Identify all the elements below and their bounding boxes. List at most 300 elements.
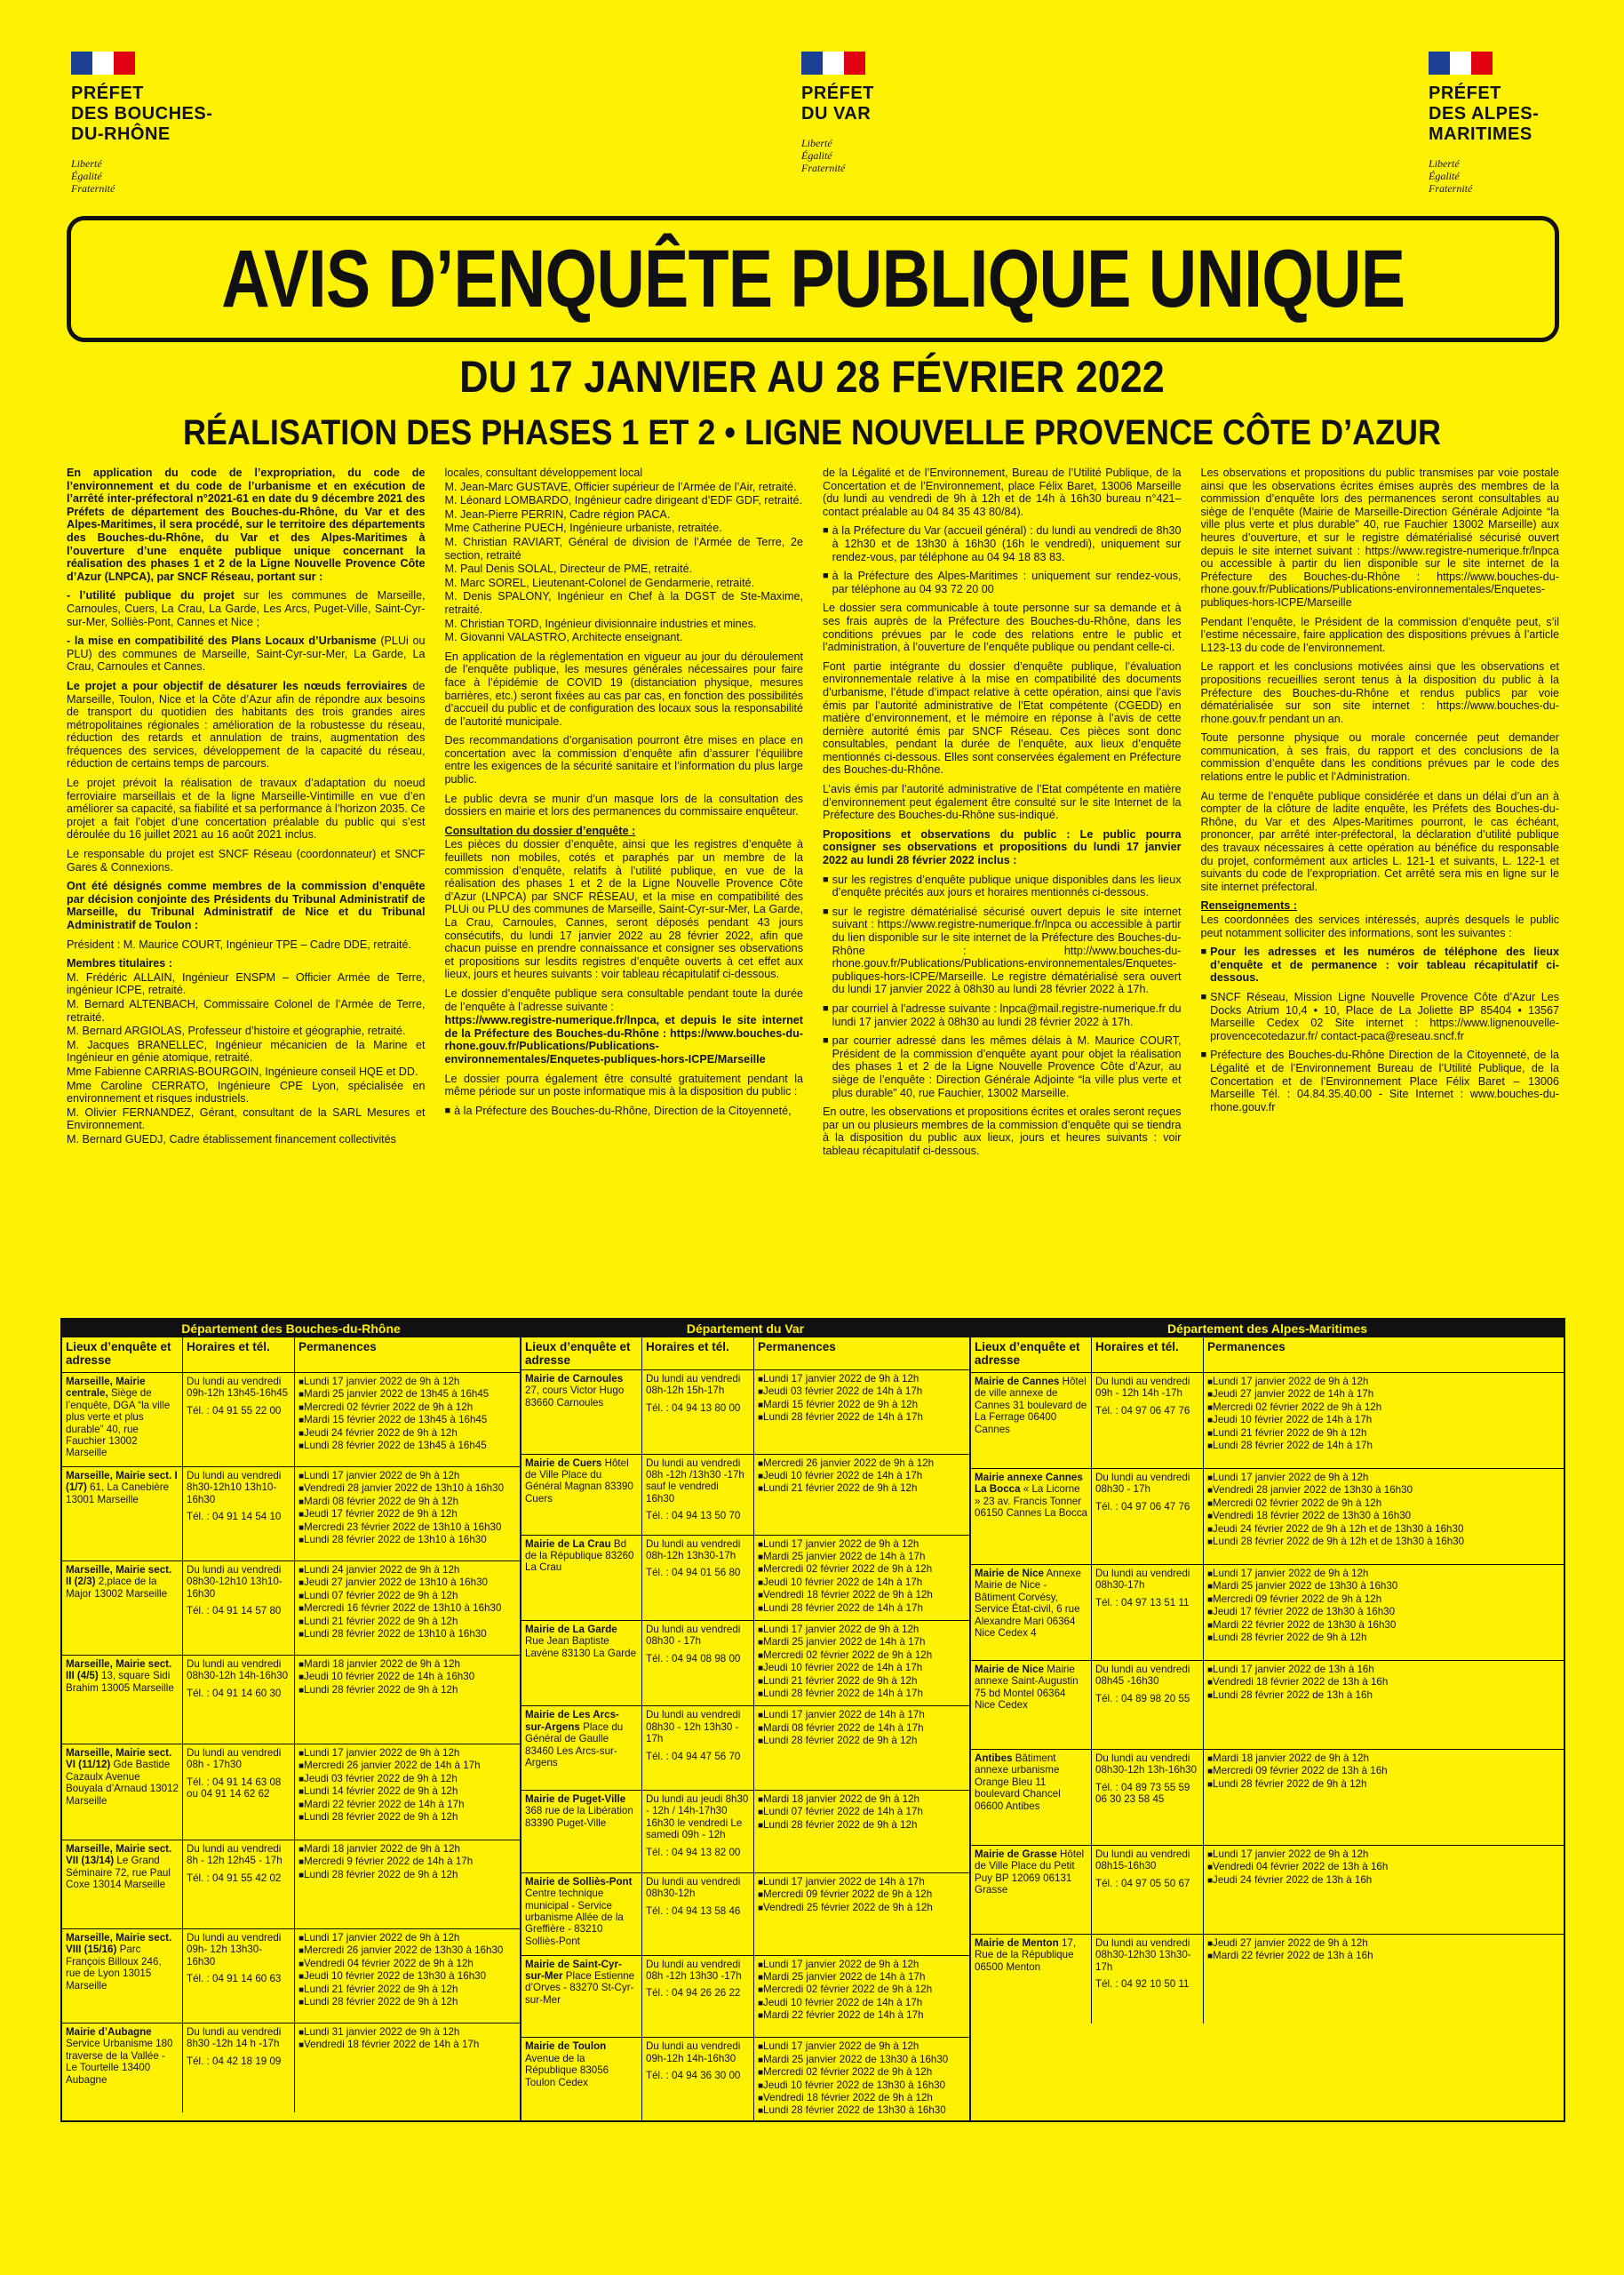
paragraph: En application de la réglementation en vigueur au jour du déroulement de l’enquête publique, les mesures générales nécessaires pour faire face à l’épidémie de COVID 19 (distanciation physique, mesures barrières, etc.) seront fixées au cas par cas, en fonction des possibilités d’accueil du public et de configuration des locaux sous la responsabilité de l’autorité municipale. [444, 650, 803, 728]
location-cell [521, 1791, 642, 1872]
phone-number: Tél. : 04 97 13 51 11 [1095, 1596, 1190, 1608]
text-column-4 [1201, 467, 1560, 1297]
location-cell [521, 1621, 642, 1705]
col-header-lieux: Lieux d’enquête et adresse [971, 1337, 1092, 1372]
permanence-item: ■ Lundi 21 février 2022 de 9h à 12h [299, 1616, 516, 1628]
member: M. Frédéric ALLAIN, Ingénieur ENSPM – Officier Armée de Terre, ingénieur ICPE, retraité. [67, 970, 426, 997]
permanence-item: ■ Vendredi 18 février 2022 de 14h à 17h [299, 2039, 516, 2051]
opening-hours: Du lundi au vendredi 08h15-16h30 [1095, 1848, 1190, 1872]
phone-number: Tél. : 04 94 47 56 70 [646, 1750, 741, 1762]
location-address: 17, Rue de la République 06500 Menton [975, 1937, 1077, 1973]
permanence-item: ■ Vendredi 18 février 2022 de 9h à 12h [758, 2092, 966, 2104]
permanences-cell [295, 1929, 520, 2023]
opening-hours: Du lundi au jeudi 8h30 - 12h / 14h-17h30 16h30 le vendredi Le samedi 09h - 12h [646, 1792, 749, 1841]
prefecture-name: PRÉFET DES ALPES- MARITIMES [1429, 84, 1540, 144]
table-row [971, 1469, 1564, 1565]
permanence-item: ■ Mercredi 09 février 2022 de 13h à 16h [1207, 1765, 1560, 1777]
permanence-item: ■ Lundi 28 février 2022 de 13h à 16h [1207, 1689, 1560, 1702]
permanences-cell [1204, 1565, 1564, 1660]
paragraph: En outre, les observations et propositions écrites et orales seront reçues par un ou plusieurs membres de la commission d’enquête qui se tiendra à la disposition du public aux lieux, jours et heures suivants : voir tableau récapitulatif ci-dessous. [823, 1106, 1182, 1157]
location-name: Mairie de La Garde [525, 1623, 617, 1635]
republic-motto: Liberté Égalité Fraternité [801, 137, 846, 174]
location-address: 368 rue de la Libération 83390 Puget-Ville [525, 1805, 633, 1829]
permanences-cell [1204, 1661, 1564, 1749]
permanences-cell [754, 1873, 969, 1955]
bullet-item: ■ Pour les adresses et les numéros de téléphone des lieux d’enquête et de permanence : voir tableau récapitulatif ci-dessous. [1201, 946, 1560, 985]
location-name: Mairie de Solliès-Pont [525, 1875, 633, 1888]
hours-cell [642, 1370, 754, 1454]
location-cell [62, 1840, 183, 1928]
table-row [971, 1750, 1564, 1846]
hours-cell [642, 1791, 754, 1872]
opening-hours: Du lundi au vendredi 09h-12h 14h-16h30 [646, 2040, 741, 2064]
opening-hours: Du lundi au vendredi 08h30-12h10 13h10-16h30 [187, 1564, 283, 1600]
paragraph: En application du code de l’expropriation, du code de l’environnement et du code de l’urbanisme et en exécution de l’arrêté inter-préfectoral n°2021-61 en date du 9 décembre 2021 des Préfets de département des Bouches-du-Rhône, du Var et des Alpes-Maritimes, il sera procédé, sur le territoire des départements des Bouches-du-Rhône, du Var et des Alpes-Maritimes à l’ouverture d’une enquête publique unique concernant la réalisation des phases 1 et 2 de la Ligne Nouvelle Provence Côte d’Azur (LNPCA), par SNCF Réseau, portant sur : [67, 467, 426, 583]
location-address: Rue Jean Baptiste Lavène 83130 La Garde [525, 1635, 637, 1659]
text-column-3 [823, 467, 1182, 1297]
col-header-horaires: Horaires et tél. [1092, 1337, 1204, 1372]
phone-number: Tél. : 04 91 14 63 08 ou 04 91 14 62 62 [187, 1776, 282, 1800]
phone-number: Tél. : 04 97 05 50 67 [1095, 1877, 1190, 1889]
permanence-item: ■ Mardi 18 janvier 2022 de 9h à 12h [299, 1658, 516, 1671]
phone-number: Tél. : 04 91 14 54 10 [187, 1511, 282, 1523]
permanences-cell [295, 1840, 520, 1928]
location-address: « La Licorne » 23 av. Francis Tonner 06150 Cannes La Bocca [975, 1483, 1087, 1520]
member: M. Paul Denis SOLAL, Directeur de PME, retraité. [444, 563, 693, 576]
permanence-item: ■ Lundi 14 février 2022 de 9h à 12h [299, 1785, 516, 1798]
location-name: Marseille, Mairie sect. VI (11/12) [66, 1747, 172, 1771]
bullet-item[interactable]: ■ par courriel à l’adresse suivante : lnpca@mail.registre-numerique.fr du lundi 17 janvier 2022 à 08h30 au lundi 28 février 2022 à 17h. [823, 1002, 1182, 1028]
location-address: Centre technique municipal - Service urbanisme Allée de la Greffière - 83210 Solliès-Pont [525, 1888, 624, 1947]
permanence-item: ■ Jeudi 17 février 2022 de 9h à 12h [299, 1508, 516, 1521]
permanence-item: ■ Mercredi 09 février 2022 de 9h à 12h [1207, 1593, 1560, 1606]
table-row [521, 1791, 969, 1873]
location-address: Hôtel de Ville Place du Général Magnan 83390 Cuers [525, 1457, 633, 1505]
paragraph[interactable]: Les observations et propositions du public transmises par voie postale ainsi que les observations écrites émises auprès des membres de la commission d’enquête lors des permanences seront consultables au siège de l’enquête (Mairie de Marseille-Direction Générale Adjointe “la ville plus verte et plus durable” 40, rue Fauchier 13002 Marseille) aux heures d’ouverture, et sur le registre dématérialisé sécurisé ouvert depuis le site internet suivant : https://www.registre-numerique.fr/lnpca ou accessible à partir du lien disponible sur le site internet de la Préfecture des Bouches-du-Rhône : https://www.bouches-du-rhone.gouv.fr/Publications/Publications-environnementales/Enquetes-publiques-hors-ICPE/Marseille [1200, 467, 1559, 609]
opening-hours: Du lundi au vendredi 08h30 - 17h [646, 1623, 741, 1648]
paragraph: Le dossier d’enquête publique sera consultable pendant toute la durée de l’enquête à l’adresse suivante : [444, 986, 803, 1013]
permanence-item: ■ Lundi 28 février 2022 de 13h10 à 16h30 [299, 1628, 516, 1640]
paragraph: Les coordonnées des services intéressés, auprès desquels le public peut notamment solliciter des informations, sont les suivantes : [1200, 914, 1559, 939]
permanence-item: ■ Jeudi 27 janvier 2022 de 13h10 à 16h30 [299, 1577, 516, 1589]
permanence-item: ■ Lundi 28 février 2022 de 9h à 12h [299, 1869, 516, 1881]
members-heading: Membres titulaires : [67, 957, 172, 970]
member: M. Bernard ALTENBACH, Commissaire Colonel de l’Armée de Terre, retraité. [67, 997, 426, 1024]
member: M. Jean-Pierre PERRIN, Cadre région PACA. [444, 507, 671, 521]
column-headers [62, 1337, 520, 1373]
member: M. Jacques BRANELLEC, Ingénieur mécanicien de la Marine et Ingénieur en génie atomique, retraité. [67, 1038, 426, 1065]
col-header-permanences: Permanences [299, 1340, 377, 1353]
location-address: Annexe Mairie de Nice - Bâtiment Corvésy, Service État-civil, 6 rue Alexandre Mari 06364 Nice Cedex 4 [975, 1568, 1081, 1640]
permanences-cell [754, 1791, 969, 1872]
permanence-item: ■ Jeudi 27 janvier 2022 de 14h à 17h [1207, 1388, 1560, 1401]
permanence-item: ■ Lundi 28 février 2022 de 13h45 à 16h45 [299, 1440, 516, 1452]
permanence-item: ■ Mardi 15 février 2022 de 9h à 12h [758, 1399, 966, 1411]
phone-number: Tél. : 04 94 36 30 00 [646, 2070, 741, 2082]
opening-hours: Du lundi au vendredi 08h45 -16h30 [1095, 1664, 1190, 1688]
permanence-item: ■ Mercredi 9 février 2022 de 14h à 17h [299, 1856, 516, 1868]
location-cell [521, 1536, 642, 1620]
permanence-item: ■ Jeudi 24 février 2022 de 9h à 12h [299, 1427, 516, 1440]
permanences-cell [1204, 1846, 1564, 1934]
location-cell [62, 1929, 183, 2023]
hours-cell [183, 1656, 295, 1744]
location-name: Mairie de Nice [975, 1664, 1044, 1675]
hours-cell [183, 1744, 295, 1840]
table-row [971, 1661, 1564, 1750]
hours-cell [1092, 1661, 1204, 1749]
permanence-item: ■ Lundi 17 janvier 2022 de 9h à 12h [299, 1747, 516, 1760]
opening-hours: Du lundi au vendredi 08h30-12h30 13h30-17h [1095, 1937, 1191, 1973]
permanence-item: ■ Lundi 24 janvier 2022 de 9h à 12h [299, 1564, 516, 1577]
hours-cell [642, 1621, 754, 1705]
paragraph: Ont été désignés comme membres de la commission d’enquête par décision conjointe des Présidents du Tribunal Administratif de Marseille, du Tribunal Administratif de Nice et du Tribunal Administratif de Toulon : [67, 880, 426, 931]
paragraph: Des recommandations d’organisation pourront être mises en place en concertation avec la commission d’enquête afin d’assurer l’équilibre entre les exigences de la sécurité sanitaire et l’information du plus large public. [444, 734, 803, 786]
location-name: Mairie de Nice [975, 1568, 1044, 1579]
column-headers [971, 1337, 1564, 1373]
permanence-item: ■ Mardi 25 janvier 2022 de 13h30 à 16h30 [758, 2054, 966, 2066]
location-cell [521, 1706, 642, 1790]
department-alpes-maritimes [971, 1320, 1564, 2120]
hours-cell [642, 1706, 754, 1790]
opening-hours: Du lundi au vendredi 08h30 - 12h 13h30 - 17h [646, 1709, 741, 1745]
republic-motto: Liberté Égalité Fraternité [1429, 157, 1473, 195]
permanence-item: ■ Lundi 17 janvier 2022 de 9h à 12h [299, 1932, 516, 1944]
paragraph[interactable]: Le rapport et les conclusions motivées ainsi que les observations et propositions recueillies seront tenus à la disposition du public à la Préfecture des Bouches-du-Rhône et rendus publics par voie dématérialisée sur son site internet : https://www.bouches-du-rhone.gouv.fr pendant un an. [1200, 660, 1559, 725]
marianne-flag-icon [71, 52, 135, 75]
permanence-item: ■ Lundi 28 février 2022 de 14h à 17h [1207, 1440, 1560, 1452]
permanence-item: ■ Jeudi 03 février 2022 de 14h à 17h [758, 1385, 966, 1398]
permanences-cell [754, 2038, 969, 2120]
paragraph: de la Légalité et de l’Environnement, Bureau de l’Utilité Publique, de la Concertation et de l’Environnement, place Félix Baret, 13006 Marseille (du lundi au vendredi de 9h à 12h et de 14h à 16h30 bureau n°421–contact préalable au 04 84 35 43 80/84). [823, 467, 1182, 518]
opening-hours: Du lundi au vendredi 08h -12h /13h30 -17h sauf le vendredi 16h30 [646, 1457, 744, 1505]
dossier-links[interactable]: https://www.registre-numerique.fr/lnpca, et depuis le site internet de la Préfecture des Bouches-du-Rhône : https://www.bouches-du-rhone.gouv.fr/Publications/Publications-environnementales/Enquetes-publiques-hors-ICPE/Marseille [444, 1014, 803, 1066]
member: locales, consultant développement local [444, 467, 643, 479]
member: M. Christian TORD, Ingénieur divisionnaire industries et mines. [444, 617, 757, 630]
permanences-cell [1204, 1750, 1564, 1845]
location-address: Mairie annexe Saint-Augustin 75 bd Montel 06364 Nice Cedex [975, 1664, 1079, 1712]
permanence-item: ■ Lundi 07 février 2022 de 9h à 12h [299, 1590, 516, 1602]
column-headers [521, 1337, 969, 1370]
opening-hours: Du lundi au vendredi 08h30-12h 13h-16h30 [1095, 1752, 1198, 1776]
location-cell [62, 1561, 183, 1655]
table-row [62, 2024, 520, 2112]
permanence-item: ■ Mardi 08 février 2022 de 9h à 12h [299, 1496, 516, 1508]
permanence-item: ■ Mardi 22 février 2022 de 13h30 à 16h30 [1207, 1619, 1560, 1632]
department-header: Département des Bouches-du-Rhône [62, 1320, 520, 1337]
permanence-item: ■ Mercredi 02 février 2022 de 9h à 12h [758, 1649, 966, 1662]
permanence-item: ■ Lundi 17 janvier 2022 de 9h à 12h [299, 1470, 516, 1482]
location-cell [521, 1956, 642, 2038]
table-row [62, 1840, 520, 1929]
permanence-item: ■ Mercredi 26 janvier 2022 de 14h à 17h [299, 1760, 516, 1772]
permanence-item: ■ Lundi 17 janvier 2022 de 9h à 12h [1207, 1472, 1560, 1484]
table-row [62, 1744, 520, 1840]
table-row [521, 2038, 969, 2120]
permanence-item: ■ Lundi 17 janvier 2022 de 9h à 12h [1207, 1848, 1560, 1861]
opening-hours: Du lundi au vendredi 09h-12h 13h45-16h45 [187, 1376, 289, 1400]
member: M. Marc SOREL, Lieutenant-Colonel de Gendarmerie, retraité. [444, 576, 755, 589]
permanence-item: ■ Mardi 22 février 2022 de 13h à 16h [1207, 1950, 1560, 1962]
section-heading: Propositions et observations du public : Le public pourra consigner ses observations et propositions du lundi 17 janvier 2022 au lundi 28 février 2022 inclus : [823, 827, 1182, 867]
location-name: Mairie de Grasse [975, 1848, 1057, 1860]
table-row [971, 1935, 1564, 2024]
republic-motto: Liberté Égalité Fraternité [71, 157, 115, 195]
permanence-item: ■ Lundi 28 février 2022 de 14h à 17h [758, 1602, 966, 1615]
permanence-item: ■ Jeudi 10 février 2022 de 14h à 17h [758, 1662, 966, 1674]
permanences-cell [295, 1373, 520, 1466]
table-row [521, 1536, 969, 1621]
paragraph: Pendant l’enquête, le Président de la commission d’enquête peut, s’il l’estime nécessaire, faire application des dispositions prévues à l’article L123-13 du code de l’environnement. [1200, 615, 1559, 654]
permanence-item: ■ Lundi 28 février 2022 de 13h30 à 16h30 [758, 2104, 966, 2117]
location-name: Mairie de Cannes [975, 1376, 1060, 1387]
title-frame [67, 216, 1559, 342]
contact-prefecture[interactable]: ■ Préfecture des Bouches-du-Rhône Direction de la Citoyenneté, de la Légalité et de l’Environnement Bureau de l’Utilité Publique, de la Concertation et de l’Environnement Place Félix Baret – 13006 Marseille Tél. : 04.84.35.40.00 - Site Internet : www.bouches-du-rhone.gouv.fr [1201, 1049, 1560, 1114]
location-address: Service Urbanisme 180 traverse de la Vallée - Le Tourtelle 13400 Aubagne [66, 2038, 173, 2086]
hours-cell [1092, 1373, 1204, 1468]
permanence-item: ■ Mercredi 02 février 2022 de 9h à 12h [758, 2066, 966, 2079]
opening-hours: Du lundi au vendredi 08h -12h 13h30 -17h [646, 1958, 742, 1982]
text-column-2 [445, 467, 804, 1297]
table-row [521, 1370, 969, 1455]
permanence-item: ■ Vendredi 18 février 2022 de 9h à 12h [758, 1589, 966, 1601]
location-cell [971, 1469, 1092, 1564]
permanence-item: ■ Vendredi 28 janvier 2022 de 13h30 à 16h30 [1207, 1484, 1560, 1497]
opening-hours: Du lundi au vendredi 09h - 12h 14h -17h [1095, 1376, 1190, 1400]
hours-cell [642, 1956, 754, 2038]
phone-number: Tél. : 04 94 13 82 00 [646, 1846, 741, 1858]
location-cell [521, 1455, 642, 1535]
location-cell [62, 1744, 183, 1840]
permanence-item: ■ Lundi 17 janvier 2022 de 14h à 17h [758, 1709, 966, 1721]
location-name: Marseille, Mairie sect. I (1/7) [66, 1470, 178, 1494]
location-cell [971, 1373, 1092, 1468]
permanence-item: ■ Mercredi 16 février 2022 de 13h10 à 16h30 [299, 1602, 516, 1615]
permanence-item: ■ Mercredi 23 février 2022 de 13h10 à 16h30 [299, 1521, 516, 1534]
permanence-item: ■ Mardi 22 février 2022 de 14h à 17h [299, 1799, 516, 1811]
permanence-item: ■ Lundi 21 février 2022 de 9h à 12h [758, 1482, 966, 1495]
opening-hours: Du lundi au vendredi 08h - 17h30 [187, 1747, 282, 1771]
permanence-item: ■ Jeudi 10 février 2022 de 14h à 16h30 [299, 1671, 516, 1683]
permanence-item: ■ Lundi 21 février 2022 de 9h à 12h [758, 1675, 966, 1688]
phone-number: Tél. : 04 89 73 55 59 06 30 23 58 45 [1095, 1781, 1190, 1806]
col-header-horaires: Horaires et tél. [642, 1337, 754, 1369]
member: Mme Caroline CERRATO, Ingénieure CPE Lyon, spécialisée en environnement et risques industriels. [67, 1079, 426, 1106]
permanence-item: ■ Mardi 18 janvier 2022 de 9h à 12h [758, 1793, 966, 1806]
paragraph: - l’utilité publique du projet sur les communes de Marseille, Carnoules, Cuers, La Crau, La Garde, Les Arcs, Puget-Ville, Saint-Cyr-sur-Mer, Solliès-Pont, Cannes et Nice ; [67, 589, 426, 628]
location-address: Hôtel de ville annexe de Cannes 31 boulevard de La Ferrage 06400 Cannes [975, 1376, 1087, 1435]
paragraph: Les pièces du dossier d’enquête, ainsi que les registres d’enquête à feuillets non mobiles, cotés et paraphés par un membre de la commission d’enquête, relatifs à l’utilité publique, en vue de la réalisation des phases 1 et 2 de la Ligne Nouvelle Provence Côte d’Azur (LNPCA) par SNCF RÉSEAU, et la mise en compatibilité des PLUi ou PLU des communes de Marseille, Saint-Cyr-sur-Mer, La Garde, La Crau, Carnoules, Cannes, seront déposés pendant 43 jours consécutifs, du lundi 17 janvier 2022 au 28 février 2022, afin que chacun puisse en prendre connaissance et consigner ses observations et propositions sur lesdits registres d’enquête ouverts à cet effet aux lieux, jours et heures suivants : voir tableau récapitulatif ci-dessous. [444, 838, 803, 981]
location-name: Mairie de Menton [975, 1937, 1059, 1949]
page-subtitle: RÉALISATION DES PHASES 1 ET 2 • LIGNE NOUVELLE PROVENCE CÔTE D’AZUR [182, 413, 1442, 452]
permanence-item: ■ Lundi 07 février 2022 de 14h à 17h [758, 1806, 966, 1818]
permanence-item: ■ Mercredi 02 février 2022 de 9h à 12h [1207, 1401, 1560, 1414]
location-name: Mairie de Les Arcs-sur-Argens [525, 1709, 619, 1733]
hours-cell [642, 1536, 754, 1620]
member: M. Denis SPALONY, Ingénieur en Chef à la DGST de Ste-Maxime, retraité. [444, 590, 803, 616]
location-cell [62, 2024, 183, 2112]
paragraph: Au terme de l’enquête publique considérée et dans un délai d’un an à compter de la clôture de ladite enquête, les Préfets des Bouches-du-Rhône, du Var et des Alpes-Maritimes pourront, le cas échéant, prononcer, par arrêté inter-préfectoral, la déclaration d’utilité publique des travaux nécessaires à cette opération au bénéfice du responsable du projet, conformément aux articles L. 121-1 et suivants, L. 122-1 et suivants du code de l’expropriation. Cet arrêté sera mis en ligne sur le site internet préfectoral. [1200, 789, 1559, 893]
location-name: Mairie annexe Cannes La Bocca [975, 1472, 1083, 1496]
location-name: Marseille, Mairie sect. III (4/5) [66, 1658, 172, 1682]
department-var [521, 1320, 971, 2120]
location-address: Parc François Billoux 246, rue de Lyon 13015 Marseille [66, 1944, 162, 1992]
phone-number: Tél. : 04 89 98 20 55 [1095, 1692, 1190, 1704]
permanences-cell [754, 1455, 969, 1535]
location-address: Place du Général de Gaulle 83460 Les Arcs-sur-Argens [525, 1720, 624, 1768]
phone-number: Tél. : 04 91 14 57 80 [187, 1605, 282, 1617]
table-row [971, 1373, 1564, 1469]
opening-hours: Du lundi au vendredi 8h30-12h10 13h10-16h30 [187, 1470, 282, 1505]
prefecture-name: PRÉFET DES BOUCHES- DU-RHÔNE [71, 84, 213, 144]
permanence-item: ■ Mardi 25 janvier 2022 de 14h à 17h [758, 1551, 966, 1563]
location-name: Marseille, Mairie sect. VII (13/14) [66, 1843, 172, 1867]
table-row [62, 1467, 520, 1561]
col-header-lieux: Lieux d’enquête et adresse [62, 1337, 183, 1372]
permanence-item: ■ Lundi 28 février 2022 de 9h à 12h [299, 1811, 516, 1824]
permanence-item: ■ Mardi 25 janvier 2022 de 13h45 à 16h45 [299, 1388, 516, 1401]
hours-cell [642, 1455, 754, 1535]
permanence-item: ■ Lundi 17 janvier 2022 de 9h à 12h [758, 1373, 966, 1385]
paragraph: - la mise en compatibilité des Plans Locaux d’Urbanisme (PLUi ou PLU) des communes de Marseille, Saint-Cyr-sur-Mer, La Garde, La Crau, Carnoules et Cannes. [67, 635, 426, 674]
permanence-item: ■ Lundi 17 janvier 2022 de 9h à 12h [758, 1959, 966, 1971]
contact-sncf[interactable]: ■ SNCF Réseau, Mission Ligne Nouvelle Provence Côte d’Azur Les Docks Atrium 10,4 • 10, Place de La Joliette BP 85404 • 13567 Marseille Cedex 02 Site internet : https://www.lignenouvelle-provencecotedazur.fr/ contact-paca@reseau.sncf.fr [1201, 991, 1560, 1042]
location-address: Le Grand Séminaire 72, rue Paul Coxe 13014 Marseille [66, 1855, 171, 1891]
permanence-item: ■ Mercredi 09 février 2022 de 9h à 12h [758, 1888, 966, 1901]
paragraph: Le projet a pour objectif de désaturer les nœuds ferroviaires de Marseille, Toulon, Nice et la Côte d’Azur afin de répondre aux besoins de transport du quotidien des habitants des trois grandes aires métropolitaines régionales : amélioration de la robustesse du réseau, réduction des retards et annulation de trains, augmentation des fréquences des services, développement de la capacité du réseau, réduction de certains temps de parcours. [67, 679, 426, 770]
location-cell [971, 1935, 1092, 2024]
member: M. Giovanni VALASTRO, Architecte enseignant. [444, 631, 683, 644]
phone-number: Tél. : 04 94 26 26 22 [646, 1987, 741, 2000]
location-address: Bd de la République 83260 La Crau [525, 1537, 634, 1574]
section-heading: Consultation du dossier d’enquête : [444, 824, 636, 837]
phone-number: Tél. : 04 94 13 50 70 [646, 1510, 741, 1522]
permanence-item: ■ Mercredi 02 février 2022 de 9h à 12h [758, 1984, 966, 1996]
table-row [521, 1455, 969, 1536]
permanence-item: ■ Vendredi 28 janvier 2022 de 13h10 à 16h30 [299, 1482, 516, 1495]
location-cell [521, 2038, 642, 2120]
permanence-item: ■ Vendredi 18 février 2022 de 13h30 à 16h30 [1207, 1510, 1560, 1522]
permanences-cell [754, 1621, 969, 1705]
permanence-item: ■ Jeudi 10 février 2022 de 13h30 à 16h30 [299, 1970, 516, 1983]
permanence-item: ■ Lundi 28 février 2022 de 9h à 12h et de 13h30 à 16h30 [1207, 1536, 1560, 1548]
permanence-item: ■ Vendredi 04 février 2022 de 13h à 16h [1207, 1861, 1560, 1873]
phone-number: Tél. : 04 42 18 19 09 [187, 2055, 282, 2067]
hours-cell [1092, 1565, 1204, 1660]
permanence-item: ■ Vendredi 25 février 2022 de 9h à 12h [758, 1902, 966, 1914]
permanences-cell [295, 1656, 520, 1744]
permanence-item: ■ Lundi 17 janvier 2022 de 9h à 12h [758, 1624, 966, 1636]
permanences-cell [1204, 1373, 1564, 1468]
permanence-item: ■ Mardi 25 janvier 2022 de 14h à 17h [758, 1636, 966, 1648]
bullet-item[interactable]: ■ sur le registre dématérialisé sécurisé ouvert depuis le site internet suivant : https://www.registre-numerique.fr/lnpca ou accessible à partir du lien disponible sur le site internet de la Préfecture des Bouches-du-Rhône : http://www.bouches-du-rhone.gouv.fr/Publications/Publications-environnementales/Enquetes-publiques-hors-ICPE/Marseille. Le registre dématérialisé sera ouvert du lundi 17 janvier 2022 à 08h30 au lundi 28 février 2022 à 17h. [823, 906, 1182, 996]
permanence-item: ■ Jeudi 10 février 2022 de 14h à 17h [1207, 1414, 1560, 1426]
hours-cell [642, 1873, 754, 1955]
summary-table [60, 1318, 1565, 2122]
phone-number: Tél. : 04 92 10 50 11 [1095, 1978, 1190, 1991]
permanence-item: ■ Jeudi 03 février 2022 de 9h à 12h [299, 1773, 516, 1785]
permanence-item: ■ Mercredi 02 février 2022 de 9h à 12h [758, 1563, 966, 1576]
paragraph: Le dossier pourra également être consulté gratuitement pendant la même période sur un poste informatique mis à la disposition du public : [444, 1072, 803, 1098]
location-address: Avenue de la République 83056 Toulon Cedex [525, 2052, 609, 2088]
table-row [971, 1846, 1564, 1935]
permanence-item: ■ Mardi 22 février 2022 de 14h à 17h [758, 2009, 966, 2022]
location-address: 61, La Canebière 13001 Marseille [66, 1481, 170, 1505]
permanences-cell [295, 2024, 520, 2112]
location-name: Mairie de Puget-Ville [525, 1792, 626, 1805]
location-name: Antibes [975, 1752, 1013, 1764]
table-row [62, 1656, 520, 1744]
member: M. Léonard LOMBARDO, Ingénieur cadre dirigeant d’EDF GDF, retraité. [444, 494, 802, 507]
bullet-item: ■ à la Préfecture des Alpes-Maritimes : uniquement sur rendez-vous, par téléphone au 04 93 72 20 00 [823, 570, 1182, 595]
permanences-cell [754, 1536, 969, 1620]
permanence-item: ■ Mardi 18 janvier 2022 de 9h à 12h [299, 1843, 516, 1856]
prefecture-logo-alpes-maritimes [1429, 52, 1606, 195]
permanence-item: ■ Lundi 17 janvier 2022 de 14h à 17h [758, 1876, 966, 1888]
paragraph: Font partie intégrante du dossier d’enquête publique, l’évaluation environnementale relative à la mise en compatibilité des documents d’urbanisme, l’étude d’impact relative à cette opération, ainsi que l’avis émis par l’autorité administrative de l’Etat compétente (CGEDD) en matière d’environnement, et le mémoire en réponse à l’avis de cette dernière autorité émis par SNCF Réseau. Ces pièces sont donc consultables, pendant la durée de l’enquête, aux lieux d’enquête mentionnés ci-dessous. Elles sont conservées également en Préfecture des Bouches-du-Rhône. [823, 659, 1182, 777]
table-row [521, 1873, 969, 1956]
hours-cell [1092, 1750, 1204, 1845]
inquiry-dates: DU 17 JANVIER AU 28 FÉVRIER 2022 [459, 352, 1165, 402]
col-header-lieux: Lieux d’enquête et adresse [521, 1337, 642, 1369]
col-header-permanences: Permanences [758, 1340, 836, 1353]
phone-number: Tél. : 04 91 14 60 63 [187, 1973, 282, 1985]
permanence-item: ■ Lundi 28 février 2022 de 14h à 17h [758, 1411, 966, 1424]
location-cell [521, 1370, 642, 1454]
opening-hours: Du lundi au vendredi 08h-12h 13h30-17h [646, 1537, 741, 1561]
table-row [62, 1929, 520, 2024]
hours-cell [183, 1467, 295, 1561]
location-cell [971, 1565, 1092, 1660]
permanences-cell [1204, 1469, 1564, 1564]
permanence-item: ■ Lundi 28 février 2022 de 13h10 à 16h30 [299, 1534, 516, 1546]
hours-cell [1092, 1935, 1204, 2024]
permanence-item: ■ Lundi 17 janvier 2022 de 9h à 12h [758, 1538, 966, 1551]
paragraph: Le projet prévoit la réalisation de travaux d’adaptation du noeud ferroviaire marseillais et de la ligne Marseille-Vintimille en vue d’en améliorer sa capacité, sa fiabilité et sa performance à l’horizon 2035. Ce projet a fait l’objet d’une concertation préalable du public qui s’est déroulée du 16 juillet 2021 au 16 août 2021 inclus. [67, 777, 426, 842]
prefecture-logo-var [801, 52, 979, 174]
phone-number: Tél. : 04 94 08 98 00 [646, 1652, 741, 1664]
permanence-item: ■ Jeudi 10 février 2022 de 14h à 17h [758, 1470, 966, 1482]
hours-cell [183, 1929, 295, 2023]
location-cell [971, 1846, 1092, 1934]
location-address: 13, square Sidi Brahim 13005 Marseille [66, 1670, 174, 1694]
permanence-item: ■ Lundi 17 janvier 2022 de 9h à 12h [758, 2040, 966, 2053]
location-cell [971, 1750, 1092, 1845]
prefecture-name: PRÉFET DU VAR [801, 84, 874, 124]
paragraph: Toute personne physique ou morale concernée peut demander communication, à ses frais, du rapport et des conclusions de la commission d’enquête dans les conditions prévues par le code des relations entre le public et l’Administration. [1200, 731, 1559, 784]
permanence-item: ■ Lundi 28 février 2022 de 9h à 12h [758, 1819, 966, 1832]
marianne-flag-icon [801, 52, 865, 75]
phone-number: Tél. : 04 91 55 22 00 [187, 1404, 282, 1417]
location-address: Siège de l’enquête, DGA “la ville plus verte et plus durable” 40, rue Fauchier 13002 Marseille [66, 1387, 171, 1459]
table-row [62, 1561, 520, 1656]
permanence-item: ■ Lundi 28 février 2022 de 9h à 12h [758, 1735, 966, 1747]
permanence-item: ■ Vendredi 04 février 2022 de 9h à 12h [299, 1958, 516, 1970]
member: M. Olivier FERNANDEZ, Gérant, consultant de la SARL Mesures et Environnement. [67, 1106, 426, 1132]
marianne-flag-icon [1429, 52, 1493, 75]
opening-hours: Du lundi au vendredi 08h30 - 17h [1095, 1472, 1190, 1496]
hours-cell [183, 1561, 295, 1655]
permanence-item: ■ Lundi 17 janvier 2022 de 9h à 12h [1207, 1376, 1560, 1388]
paragraph: L’avis émis par l’autorité administrative de l’Etat compétente en matière d’environnement peut également être consulté sur le site Internet de la Préfecture des Bouches-du-Rhône sus-indiqué. [823, 783, 1182, 822]
permanence-item: ■ Lundi 21 février 2022 de 9h à 12h [299, 1984, 516, 1996]
permanence-item: ■ Mercredi 02 février 2022 de 9h à 12h [1207, 1497, 1560, 1510]
opening-hours: Du lundi au vendredi 8h30 -12h 14 h -17h [187, 2026, 282, 2050]
permanence-item: ■ Vendredi 18 février 2022 de 13h à 16h [1207, 1676, 1560, 1688]
phone-number: Tél. : 04 97 06 47 76 [1095, 1500, 1190, 1513]
opening-hours: Du lundi au vendredi 08h-12h 15h-17h [646, 1373, 741, 1397]
permanence-item: ■ Jeudi 17 février 2022 de 13h30 à 16h30 [1207, 1606, 1560, 1618]
